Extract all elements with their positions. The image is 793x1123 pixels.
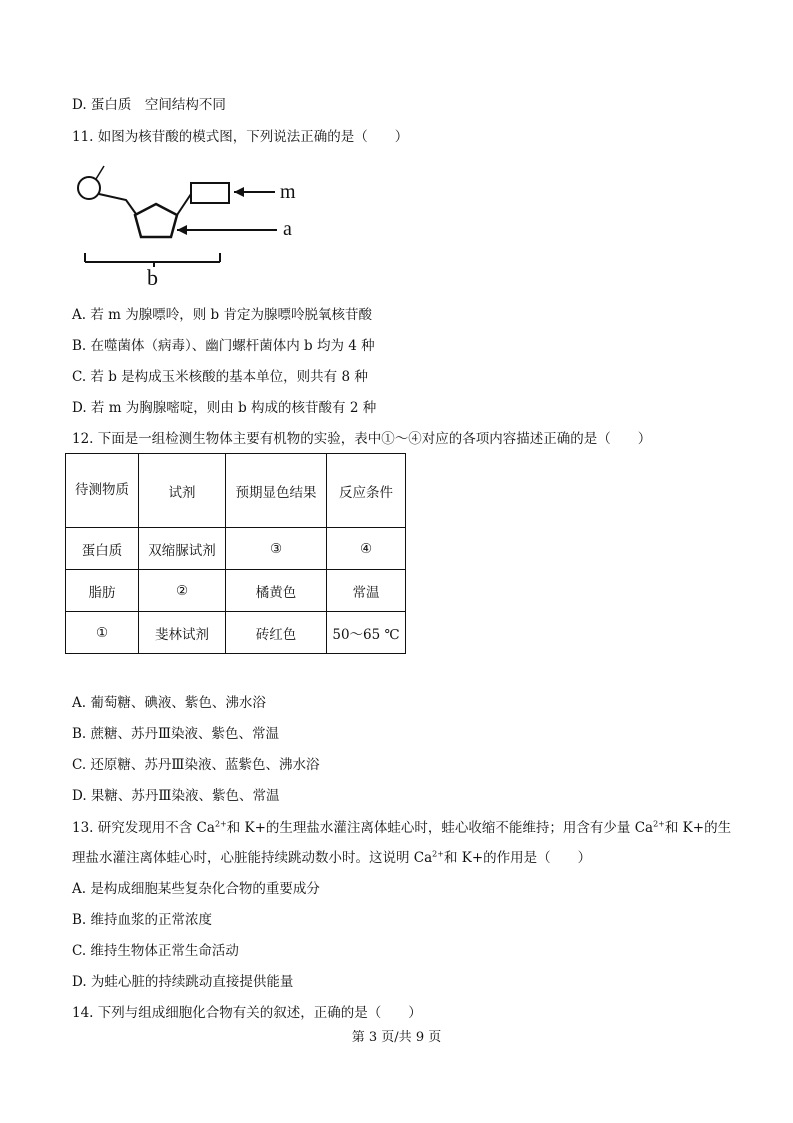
label-b: b <box>147 265 158 290</box>
table-header-row <box>66 454 406 528</box>
table-header-cell: 预期显色结果 <box>226 454 327 528</box>
nitrogenous-base-m <box>191 183 229 203</box>
q11-option-b: B. 在噬菌体（病毒）、幽门螺杆菌体内 b 均为 4 种 <box>72 338 375 354</box>
q12-option-d: D. 果糖、苏丹Ⅲ染液、紫色、常温 <box>72 788 280 804</box>
q11-stem: 11. 如图为核苷酸的模式图，下列说法正确的是（ ） <box>72 129 409 145</box>
q13-option-a: A. 是构成细胞某些复杂化合物的重要成分 <box>72 881 320 897</box>
table-cell: 常温 <box>327 570 406 612</box>
superscript: 2+ <box>214 819 227 829</box>
reagent-table <box>65 453 406 654</box>
table-header-cell: 反应条件 <box>327 454 406 528</box>
q13-option-d: D. 为蛙心脏的持续跳动直接提供能量 <box>72 974 294 990</box>
table-cell: 双缩脲试剂 <box>139 528 226 570</box>
table-cell: ④ <box>327 528 406 570</box>
page-footer: 第 3 页/共 9 页 <box>351 1030 442 1045</box>
table-cell: ② <box>139 570 226 612</box>
table-cell: 斐林试剂 <box>139 612 226 654</box>
table-header-cell: 试剂 <box>139 454 226 528</box>
label-a: a <box>283 218 292 240</box>
q12-option-b: B. 蔗糖、苏丹Ⅲ染液、紫色、常温 <box>72 726 280 742</box>
pentose-sugar <box>135 204 177 237</box>
table-row <box>66 612 406 654</box>
q11-option-d: D. 若 m 为胸腺嘧啶，则由 b 构成的核苷酸有 2 种 <box>72 400 377 416</box>
q11-option-a: A. 若 m 为腺嘌呤，则 b 肯定为腺嘌呤脱氧核苷酸 <box>72 307 372 323</box>
superscript: 2+ <box>653 819 665 829</box>
q13-option-c: C. 维持生物体正常生命活动 <box>72 943 239 959</box>
table-row <box>66 528 406 570</box>
superscript: 2+ <box>432 849 444 859</box>
table-cell: 橘黄色 <box>226 570 327 612</box>
q13-stem-part: 13. 研究发现用不含 Ca <box>72 820 215 836</box>
table-row <box>66 570 406 612</box>
table-cell: 蛋白质 <box>66 528 139 570</box>
q11-option-c: C. 若 b 是构成玉米核酸的基本单位，则共有 8 种 <box>72 369 368 385</box>
q14-stem: 14. 下列与组成细胞化合物有关的叙述，正确的是（ ） <box>72 1005 422 1021</box>
label-m: m <box>280 181 296 203</box>
q12-option-a: A. 葡萄糖、碘液、紫色、沸水浴 <box>72 695 266 711</box>
nucleotide-diagram <box>70 160 330 290</box>
table-cell: 脂肪 <box>66 570 139 612</box>
arrow-a <box>177 225 277 235</box>
arrow-m <box>234 187 275 197</box>
table-cell: ① <box>66 612 139 654</box>
q13-stem <box>72 813 740 873</box>
table-cell: 砖红色 <box>226 612 327 654</box>
q10-option-d: D. 蛋白质 空间结构不同 <box>72 97 226 113</box>
table-cell: ③ <box>226 528 327 570</box>
table-header-cell: 待测物质 <box>66 454 139 528</box>
q13-option-b: B. 维持血浆的正常浓度 <box>72 912 213 928</box>
base-bond <box>177 194 191 215</box>
phosphate-bond <box>99 194 136 214</box>
q12-option-c: C. 还原糖、苏丹Ⅲ染液、蓝紫色、沸水浴 <box>72 757 320 773</box>
q13-stem-part: 和 K+的生理盐水灌注离体蛙心时，心脏能持续跳动数小时。这说明 Ca <box>72 820 732 866</box>
table-cell: 50～65 ℃ <box>327 612 406 654</box>
q13-stem-part: 和 K+的作用是（ ） <box>443 850 592 866</box>
q13-stem-part: 和 K+的生理盐水灌注离体蛙心时，蛙心收缩不能维持；用含有少量 Ca <box>226 820 654 836</box>
q12-stem: 12. 下面是一组检测生物体主要有机物的实验，表中①～④对应的各项内容描述正确的是（ ） <box>72 431 652 447</box>
